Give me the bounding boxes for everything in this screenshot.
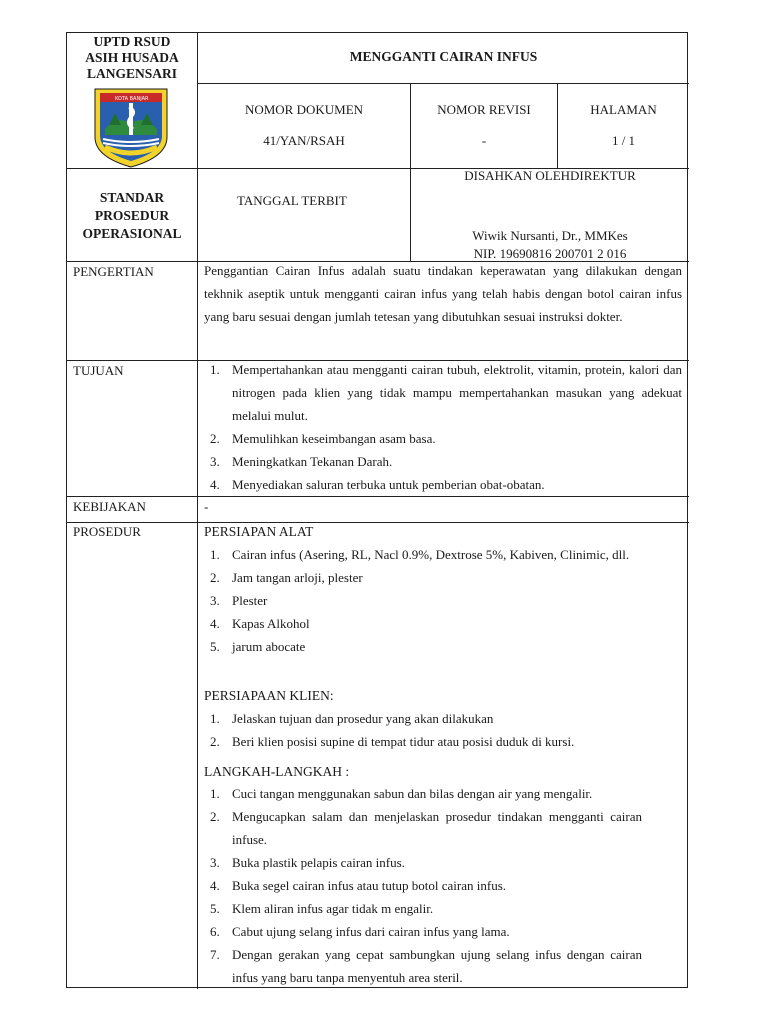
list-item — [204, 874, 682, 897]
list-number: 3. — [210, 454, 220, 469]
list-text: Cuci tangan menggunakan sabun dan bilas dengan air yang mengalir. — [232, 786, 593, 801]
tanggal-terbit-label: TANGGAL TERBIT — [237, 193, 347, 208]
list-number: 4. — [210, 878, 220, 893]
sop-document — [66, 32, 688, 988]
tujuan-list — [204, 358, 682, 496]
list-number: 6. — [210, 924, 220, 939]
sop-line-1: STANDAR — [99, 190, 165, 205]
list-text: Buka plastik pelapis cairan infus. — [232, 855, 405, 870]
list-text: Memulihkan keseimbangan asam basa. — [232, 431, 436, 446]
list-number: 3. — [210, 855, 220, 870]
list-text: Klem aliran infus agar tidak m engalir. — [232, 901, 434, 916]
kebijakan-label: KEBIJAKAN — [73, 499, 146, 514]
list-text: Kapas Alkohol — [232, 616, 310, 631]
list-item — [204, 566, 682, 589]
halaman-label: HALAMAN — [590, 102, 657, 117]
list-item — [204, 612, 682, 635]
list-number: 2. — [210, 809, 220, 824]
prosedur-label: PROSEDUR — [73, 524, 141, 539]
hospital-line-1: UPTD RSUD — [93, 34, 171, 49]
list-item — [204, 897, 682, 920]
persiapan-klien-list — [204, 707, 682, 753]
list-number: 5. — [210, 901, 220, 916]
hospital-line-2: ASIH HUSADA — [85, 50, 179, 65]
list-text: Cairan infus (Asering, RL, Nacl 0.9%, Dextrose 5%, Kabiven, Clinimic, dll. — [232, 547, 630, 562]
list-number: 1. — [210, 547, 220, 562]
list-item — [204, 805, 682, 851]
list-text: Meningkatkan Tekanan Darah. — [232, 454, 393, 469]
langkah-list — [204, 782, 682, 989]
list-number: 1. — [210, 711, 220, 726]
sop-line-3: OPERASIONAL — [82, 226, 182, 241]
seal-text-left: KOTA BANJAR — [115, 96, 149, 102]
persiapan-klien-heading: PERSIAPAAN KLIEN: — [204, 688, 334, 703]
city-seal-icon — [91, 85, 171, 169]
pengertian-label: PENGERTIAN — [73, 264, 154, 279]
disahkan-label: DISAHKAN OLEHDIREKTUR — [464, 168, 636, 183]
list-text: Buka segel cairan infus atau tutup botol cairan infus. — [232, 878, 507, 893]
list-text: Jelaskan tujuan dan prosedur yang akan dilakukan — [232, 711, 494, 726]
list-item — [204, 707, 682, 730]
list-number: 2. — [210, 431, 220, 446]
nomor-dokumen-value: 41/YAN/RSAH — [263, 133, 345, 148]
list-item — [204, 543, 682, 566]
list-number: 2. — [210, 734, 220, 749]
list-item — [204, 473, 682, 496]
list-text: Cabut ujung selang infus dari cairan infus yang lama. — [232, 924, 510, 939]
list-text: Mempertahankan atau mengganti cairan tubuh, elektrolit, vitamin, protein, kalori dan nitrogen pada klien yang tidak mampu mempertahankan masukan yang adekuat melalui mulut. — [232, 362, 682, 423]
list-item — [204, 635, 682, 658]
nomor-revisi-label: NOMOR REVISI — [437, 102, 531, 117]
sop-line-2: PROSEDUR — [94, 208, 170, 223]
kebijakan-value: - — [204, 499, 209, 514]
list-item — [204, 920, 682, 943]
nomor-revisi-value: - — [481, 133, 487, 148]
list-text: Dengan gerakan yang cepat sambungkan ujung selang infus dengan cairan infus yang baru tanpa menyentuh area steril. — [232, 947, 642, 985]
sop-label — [67, 189, 197, 243]
list-item — [204, 730, 682, 753]
persiapan-alat-heading: PERSIAPAN ALAT — [204, 524, 314, 539]
persiapan-alat-list — [204, 543, 682, 658]
list-number: 4. — [210, 616, 220, 631]
list-text: Plester — [232, 593, 268, 608]
list-item — [204, 358, 682, 427]
halaman-value: 1 / 1 — [611, 133, 636, 148]
pengertian-text: Penggantian Cairan Infus adalah suatu tindakan keperawatan yang dilakukan dengan tekhnik aseptik untuk mengganti cairan infus yang telah habis dengan botol cairan infus yang baru sesuai dengan jumlah tetesan yang dibutuhkan sesuai instruksi dokter. — [204, 263, 682, 324]
document-title: MENGGANTI CAIRAN INFUS — [349, 49, 538, 64]
list-number: 1. — [210, 362, 220, 377]
list-number: 5. — [210, 639, 220, 654]
nomor-dokumen-label: NOMOR DOKUMEN — [244, 102, 364, 117]
list-text: Jam tangan arloji, plester — [232, 570, 363, 585]
list-item — [204, 851, 682, 874]
list-item — [204, 943, 682, 989]
director-name: Wiwik Nursanti, Dr., MMKes — [472, 228, 628, 243]
list-item — [204, 427, 682, 450]
langkah-heading: LANGKAH-LANGKAH : — [204, 764, 350, 779]
list-text: Menyediakan saluran terbuka untuk pemberian obat-obatan. — [232, 477, 545, 492]
list-text: jarum abocate — [232, 639, 306, 654]
hospital-line-3: LANGENSARI — [86, 66, 178, 81]
list-item — [204, 589, 682, 612]
list-number: 1. — [210, 786, 220, 801]
list-text: Beri klien posisi supine di tempat tidur atau posisi duduk di kursi. — [232, 734, 575, 749]
list-item — [204, 782, 682, 805]
hospital-name — [67, 33, 197, 82]
director-nip: NIP. 19690816 200701 2 016 — [473, 246, 627, 261]
list-text: Mengucapkan salam dan menjelaskan prosedur tindakan mengganti cairan infuse. — [232, 809, 642, 847]
list-number: 2. — [210, 570, 220, 585]
tujuan-label: TUJUAN — [73, 363, 124, 378]
list-item — [204, 450, 682, 473]
list-number: 3. — [210, 593, 220, 608]
list-number: 7. — [210, 947, 220, 962]
list-number: 4. — [210, 477, 220, 492]
